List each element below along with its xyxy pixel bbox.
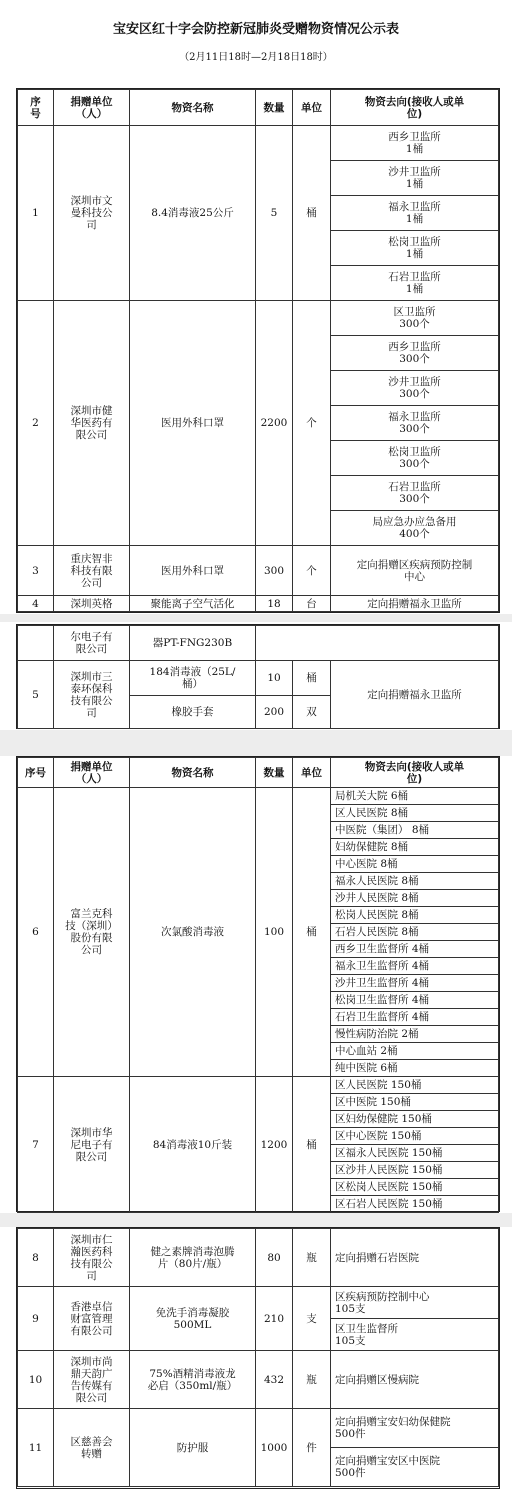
donor-cell: 深圳市仁 瀚医药科 技有限公 司 (54, 1229, 130, 1287)
seq-cell (18, 626, 54, 661)
page-title: 宝安区红十字会防控新冠肺炎受赠物资情况公示表 (112, 22, 399, 37)
unit-cell: 瓶 (293, 1351, 331, 1409)
dest-cell: 西乡卫监所 300个 (331, 336, 499, 371)
header-dest: 物资去向(接收人或单 位) (331, 90, 499, 126)
header-qty: 数量 (256, 90, 293, 126)
dest-cell: 区卫监所 300个 (331, 301, 499, 336)
donor-cell: 尔电子有 限公司 (54, 626, 130, 661)
dest-cell: 福永卫生监督所 4桶 (331, 958, 499, 975)
donor-cell: 香港卓信 财富管理 有限公司 (54, 1287, 130, 1351)
donor-cell: 重庆智非 科技有限 公司 (54, 546, 130, 596)
dest-cell: 区石岩人民医院 150桶 (331, 1196, 499, 1213)
item-cell: 器PT-FNG230B (130, 626, 256, 661)
dest-cell: 沙井卫生监督所 4桶 (331, 975, 499, 992)
dest-cell: 石岩卫监所 1桶 (331, 266, 499, 301)
unit-cell: 桶 (293, 661, 331, 696)
item-cell: 健之素牌消毒泡腾 片（80片/瓶） (130, 1229, 256, 1287)
item-cell: 84消毒液10斤装 (130, 1077, 256, 1213)
header-unit: 单位 (293, 90, 331, 126)
item-cell: 防护服 (130, 1409, 256, 1487)
item-cell: 75%酒精消毒液龙 必启（350ml/瓶） (130, 1351, 256, 1409)
blank-cell (256, 626, 499, 661)
dest-cell: 西乡卫生监督所 4桶 (331, 941, 499, 958)
dest-cell: 福永人民医院 8桶 (331, 873, 499, 890)
dest-cell: 西乡卫监所 1桶 (331, 126, 499, 161)
dest-cell: 区沙井人民医院 150桶 (331, 1162, 499, 1179)
table-page-4 (16, 1227, 500, 1489)
unit-cell: 台 (293, 596, 331, 612)
page-gap (0, 614, 512, 622)
item-cell: 184消毒液（25L/ 桶） (130, 661, 256, 696)
dest-cell: 定向捐赠宝安妇幼保健院 500件 (331, 1409, 499, 1448)
donor-cell: 深圳市三 泰环保科 技有限公 司 (54, 661, 130, 729)
item-cell: 橡胶手套 (130, 696, 256, 729)
qty-cell: 18 (256, 596, 293, 612)
donation-table-4 (17, 1228, 499, 1487)
header-row (18, 90, 499, 126)
dest-cell: 局机关大院 6桶 (331, 788, 499, 805)
dest-cell: 定向捐赠福永卫监所 (331, 661, 499, 729)
item-cell: 免洗手消毒凝胶 500ML (130, 1287, 256, 1351)
dest-cell: 区中医院 150桶 (331, 1094, 499, 1111)
table-page-3 (16, 756, 500, 1212)
header-item: 物资名称 (130, 90, 256, 126)
seq-cell: 6 (18, 788, 54, 1077)
table-row (18, 301, 499, 336)
donor-cell: 深圳市健 华医药有 限公司 (54, 301, 130, 546)
dest-cell: 局应急办应急备用 400个 (331, 511, 499, 546)
seq-cell: 1 (18, 126, 54, 301)
dest-cell: 沙井人民医院 8桶 (331, 890, 499, 907)
dest-cell: 妇幼保健院 8桶 (331, 839, 499, 856)
dest-cell: 定向捐赠石岩医院 (331, 1229, 499, 1287)
seq-cell: 4 (18, 596, 54, 612)
header-seq: 序 号 (18, 90, 54, 126)
donor-cell: 深圳市华 尼电子有 限公司 (54, 1077, 130, 1213)
qty-cell: 210 (256, 1287, 293, 1351)
seq-cell: 11 (18, 1409, 54, 1487)
header-donor: 捐赠单位 （人） (54, 90, 130, 126)
table-page-2 (16, 624, 500, 729)
unit-cell: 件 (293, 1409, 331, 1487)
dest-cell: 定向捐赠区疾病预防控制 中心 (331, 546, 499, 596)
qty-cell: 80 (256, 1229, 293, 1287)
header-seq: 序号 (18, 758, 54, 788)
dest-cell: 福永卫监所 1桶 (331, 196, 499, 231)
seq-cell: 7 (18, 1077, 54, 1213)
dest-cell: 中医院（集团） 8桶 (331, 822, 499, 839)
unit-cell: 桶 (293, 126, 331, 301)
dest-cell: 福永卫监所 300个 (331, 406, 499, 441)
seq-cell: 9 (18, 1287, 54, 1351)
dest-cell: 松岗卫生监督所 4桶 (331, 992, 499, 1009)
unit-cell: 支 (293, 1287, 331, 1351)
dest-cell: 区卫生监督所 105支 (331, 1319, 499, 1351)
dest-cell: 中心血站 2桶 (331, 1043, 499, 1060)
item-cell: 医用外科口罩 (130, 546, 256, 596)
table-row (18, 1351, 499, 1409)
donation-table-3 (17, 757, 499, 1213)
header-donor: 捐赠单位 （人） (54, 758, 130, 788)
table-row (18, 1287, 499, 1319)
item-cell: 聚能离子空气活化 (130, 596, 256, 612)
table-row (18, 1229, 499, 1287)
unit-cell: 桶 (293, 1077, 331, 1213)
qty-cell: 10 (256, 661, 293, 696)
unit-cell: 瓶 (293, 1229, 331, 1287)
page-gap (0, 1213, 512, 1227)
qty-cell: 432 (256, 1351, 293, 1409)
page-subtitle: （2月11日18时—2月18日18时） (179, 52, 333, 63)
dest-cell: 区疾病预防控制中心 105支 (331, 1287, 499, 1319)
donor-cell: 深圳英格 (54, 596, 130, 612)
table-row (18, 126, 499, 161)
dest-cell: 石岩人民医院 8桶 (331, 924, 499, 941)
unit-cell: 个 (293, 301, 331, 546)
donation-table-2 (17, 625, 499, 729)
donor-cell: 富兰克科 技（深圳） 股份有限 公司 (54, 788, 130, 1077)
table-row (18, 661, 499, 696)
dest-cell: 定向捐赠宝安区中医院 500件 (331, 1448, 499, 1487)
dest-cell: 石岩卫生监督所 4桶 (331, 1009, 499, 1026)
header-dest: 物资去向(接收人或单 位) (331, 758, 499, 788)
item-cell: 次氯酸消毒液 (130, 788, 256, 1077)
header-qty: 数量 (256, 758, 293, 788)
header-item: 物资名称 (130, 758, 256, 788)
donor-cell: 深圳市尚 鼎天韵广 告传媒有 限公司 (54, 1351, 130, 1409)
dest-cell: 定向捐赠区慢病院 (331, 1351, 499, 1409)
dest-cell: 沙井卫监所 1桶 (331, 161, 499, 196)
dest-cell: 区中心医院 150桶 (331, 1128, 499, 1145)
header-row (18, 758, 499, 788)
dest-cell: 区松岗人民医院 150桶 (331, 1179, 499, 1196)
dest-cell: 区人民医院 8桶 (331, 805, 499, 822)
dest-cell: 松岗人民医院 8桶 (331, 907, 499, 924)
qty-cell: 5 (256, 126, 293, 301)
page-gap (0, 730, 512, 756)
qty-cell: 1200 (256, 1077, 293, 1213)
donor-cell: 区慈善会 转赠 (54, 1409, 130, 1487)
dest-cell: 区人民医院 150桶 (331, 1077, 499, 1094)
qty-cell: 1000 (256, 1409, 293, 1487)
table-row (18, 1077, 499, 1094)
table-row (18, 626, 499, 661)
dest-cell: 松岗卫监所 1桶 (331, 231, 499, 266)
table-row (18, 596, 499, 612)
qty-cell: 100 (256, 788, 293, 1077)
donation-table-1 (17, 89, 499, 612)
item-cell: 医用外科口罩 (130, 301, 256, 546)
seq-cell: 5 (18, 661, 54, 729)
table-row (18, 788, 499, 805)
donor-cell: 深圳市文 曼科技公 司 (54, 126, 130, 301)
dest-cell: 石岩卫监所 300个 (331, 476, 499, 511)
unit-cell: 双 (293, 696, 331, 729)
unit-cell: 个 (293, 546, 331, 596)
dest-cell: 区福永人民医院 150桶 (331, 1145, 499, 1162)
dest-cell: 纯中医院 6桶 (331, 1060, 499, 1077)
dest-cell: 中心医院 8桶 (331, 856, 499, 873)
seq-cell: 2 (18, 301, 54, 546)
qty-cell: 200 (256, 696, 293, 729)
dest-cell: 慢性病防治院 2桶 (331, 1026, 499, 1043)
dest-cell: 定向捐赠福永卫监所 (331, 596, 499, 612)
header-unit: 单位 (293, 758, 331, 788)
table-row (18, 1409, 499, 1448)
qty-cell: 2200 (256, 301, 293, 546)
item-cell: 8.4消毒液25公斤 (130, 126, 256, 301)
unit-cell: 桶 (293, 788, 331, 1077)
seq-cell: 8 (18, 1229, 54, 1287)
dest-cell: 松岗卫监所 300个 (331, 441, 499, 476)
dest-cell: 沙井卫监所 300个 (331, 371, 499, 406)
seq-cell: 10 (18, 1351, 54, 1409)
qty-cell: 300 (256, 546, 293, 596)
table-page-1 (16, 88, 500, 613)
seq-cell: 3 (18, 546, 54, 596)
table-row (18, 546, 499, 596)
dest-cell: 区妇幼保健院 150桶 (331, 1111, 499, 1128)
